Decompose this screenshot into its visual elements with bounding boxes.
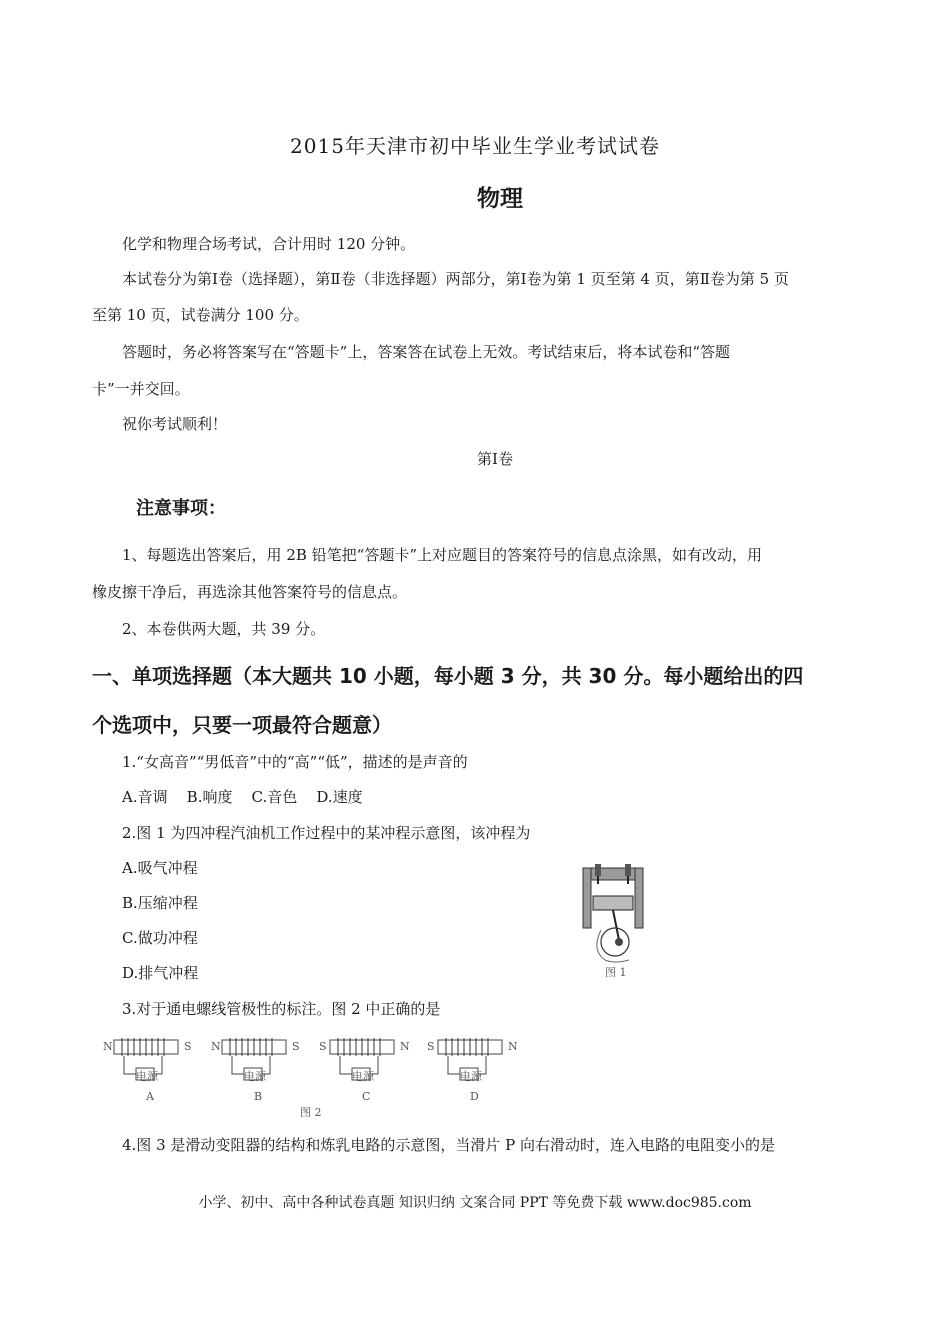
engine-cylinder-drawing [575, 860, 655, 978]
question-1-options: A.音调 B.响度 C.音色 D.速度 [122, 788, 363, 806]
panel-d-source-label: 电源 [460, 1070, 482, 1083]
section-heading-line-2: 个选项中，只要一项最符合题意） [92, 713, 392, 737]
intro-paragraph-2-line-2: 至第 10 页，试卷满分 100 分。 [92, 306, 309, 324]
figure-2-label: 图 2 [300, 1106, 322, 1119]
panel-c-letter: C [362, 1090, 371, 1103]
exam-title: 2015年天津市初中毕业生学业考试试卷 [290, 134, 660, 158]
solenoid-panel-a [100, 1034, 200, 1104]
figure-1-engine-diagram [575, 860, 655, 978]
panel-c-source-label: 电源 [352, 1070, 374, 1083]
solenoid-panel-b [208, 1034, 308, 1104]
intro-paragraph-1: 化学和物理合场考试，合计用时 120 分钟。 [122, 235, 416, 253]
intro-paragraph-3-line-1: 答题时，务必将答案写在“答题卡”上，答案答在试卷上无效。考试结束后，将本试卷和“答题 [122, 343, 731, 361]
panel-d-right-pole: N [508, 1040, 518, 1053]
notes-heading: 注意事项： [136, 498, 226, 519]
question-2-option-b: B.压缩冲程 [122, 894, 198, 912]
panel-d-left-pole: S [427, 1040, 435, 1053]
panel-b-letter: B [254, 1090, 263, 1103]
question-4-stem: 4.图 3 是滑动变阻器的结构和炼乳电路的示意图，当滑片 P 向右滑动时，连入电路的电阻变小的是 [122, 1136, 776, 1154]
question-2-option-c: C.做功冲程 [122, 929, 198, 947]
panel-b-right-pole: S [292, 1040, 300, 1053]
intro-paragraph-3-line-2: 卡”一并交回。 [92, 380, 190, 398]
panel-d-letter: D [470, 1090, 479, 1103]
panel-a-source-label: 电源 [136, 1070, 158, 1083]
page-footer: 小学、初中、高中各种试卷真题 知识归纳 文案合同 PPT 等免费下载 www.doc985.com [198, 1195, 752, 1211]
question-1-stem: 1.“女高音”“男低音”中的“高”“低”，描述的是声音的 [122, 753, 468, 771]
figure-1-label: 图 1 [605, 966, 627, 979]
panel-a-left-pole: N [103, 1040, 113, 1053]
question-2-option-a: A.吸气冲程 [122, 859, 198, 877]
panel-a-right-pole: S [184, 1040, 192, 1053]
part-label: 第Ⅰ卷 [477, 450, 513, 468]
intro-paragraph-2-line-1: 本试卷分为第Ⅰ卷（选择题），第Ⅱ卷（非选择题）两部分，第Ⅰ卷为第 1 页至第 4 页，第Ⅱ卷为第 5 页 [122, 270, 789, 288]
panel-b-left-pole: N [211, 1040, 221, 1053]
panel-a-letter: A [146, 1090, 154, 1103]
note-1-line-1: 1、每题选出答案后，用 2B 铅笔把“答题卡”上对应题目的答案符号的信息点涂黑，如有改动，用 [122, 546, 762, 564]
section-heading-line-1: 一、单项选择题（本大题共 10 小题，每小题 3 分，共 30 分。每小题给出的四 [92, 664, 804, 688]
solenoid-panel-c [316, 1034, 416, 1104]
note-1-line-2: 橡皮擦干净后，再选涂其他答案符号的信息点。 [92, 583, 408, 601]
intro-paragraph-4: 祝你考试顺利！ [122, 415, 228, 433]
question-2-option-d: D.排气冲程 [122, 964, 199, 982]
question-3-stem: 3.对于通电螺线管极性的标注。图 2 中正确的是 [122, 1000, 441, 1018]
subject-title: 物理 [477, 186, 523, 212]
panel-b-source-label: 电源 [244, 1070, 266, 1083]
panel-c-right-pole: N [400, 1040, 410, 1053]
figure-2-solenoid-panels [100, 1034, 520, 1119]
note-2: 2、本卷供两大题，共 39 分。 [122, 620, 326, 638]
solenoid-panel-d [424, 1034, 524, 1104]
panel-c-left-pole: S [319, 1040, 327, 1053]
question-2-stem: 2.图 1 为四冲程汽油机工作过程中的某冲程示意图，该冲程为 [122, 824, 531, 842]
